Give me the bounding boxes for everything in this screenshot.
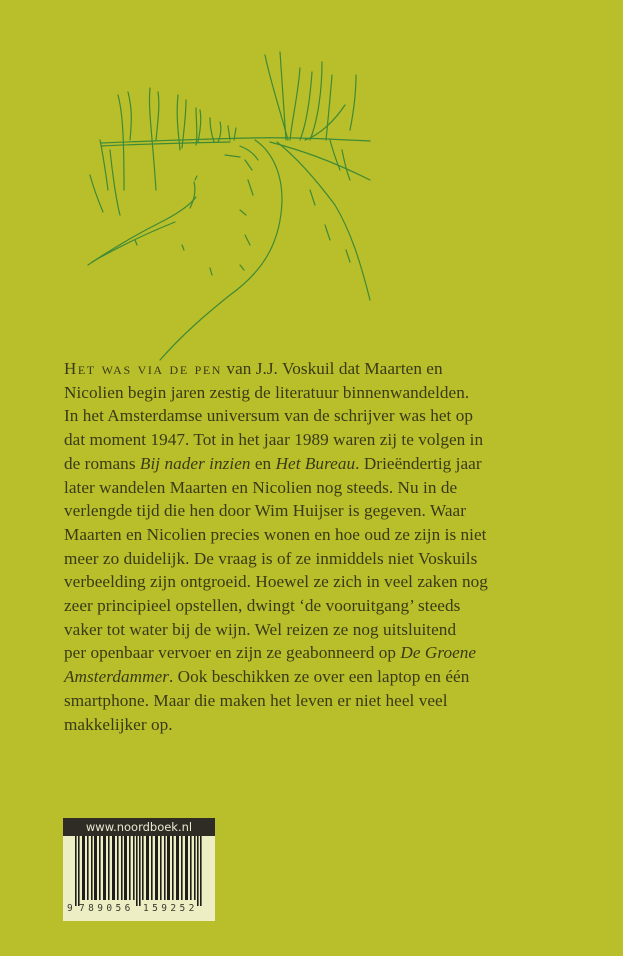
- book-title-italic: Het Bureau: [275, 453, 356, 473]
- blurb-line: Amsterdammer. Ook beschikken ze over een laptop en één: [64, 667, 470, 687]
- blurb-line: Maarten en Nicolien precies wonen en hoe oud ze zijn is niet: [64, 524, 487, 544]
- blurb-line: verlengde tijd die hen door Wim Huijser is gegeven. Waar: [64, 501, 466, 521]
- publisher-url: www.noordboek.nl: [63, 818, 215, 836]
- barcode-bars: [63, 836, 215, 912]
- magazine-title-italic: Amsterdammer: [64, 667, 169, 687]
- blurb-line: In het Amsterdamse universum van de schrijver was het op: [64, 406, 473, 426]
- blurb-line: per openbaar vervoer en zijn ze geabonneerd op De Groene: [64, 643, 477, 663]
- blurb-line: vaker tot water bij de wijn. Wel reizen ze nog uitsluitend: [64, 619, 457, 639]
- back-cover-blurb: [64, 357, 564, 736]
- blurb-line: Nicolien begin jaren zestig de literatuur binnenwandelden.: [64, 382, 470, 402]
- blurb-lead-smallcaps: Het was via de pen: [64, 359, 223, 378]
- blurb-line: later wandelen Maarten en Nicolien nog steeds. Nu in de: [64, 477, 458, 497]
- isbn-barcode: [63, 818, 215, 921]
- book-title-italic: Bij nader inzien: [139, 453, 251, 473]
- blurb-line: Het was via de pen van J.J. Voskuil dat Maarten en: [64, 359, 443, 378]
- blurb-line: meer zo duidelijk. De vraag is of ze inmiddels niet Voskuils: [64, 548, 478, 568]
- blurb-line: makkelijker op.: [64, 714, 173, 734]
- isbn-digits: 9 789056 159252: [67, 903, 198, 914]
- blurb-line: de romans Bij nader inzien en Het Bureau. Drieëndertig jaar: [64, 453, 482, 473]
- blurb-line: zeer principieel opstellen, dwingt ‘de vooruitgang’ steeds: [64, 596, 461, 616]
- magazine-title-italic: De Groene: [400, 643, 477, 663]
- blurb-line: smartphone. Maar die maken het leven er niet heel veel: [64, 690, 448, 710]
- blurb-line: verbeelding zijn ontgroeid. Hoewel ze zich in veel zaken nog: [64, 572, 488, 592]
- blurb-line: dat moment 1947. Tot in het jaar 1989 waren zij te volgen in: [64, 430, 484, 450]
